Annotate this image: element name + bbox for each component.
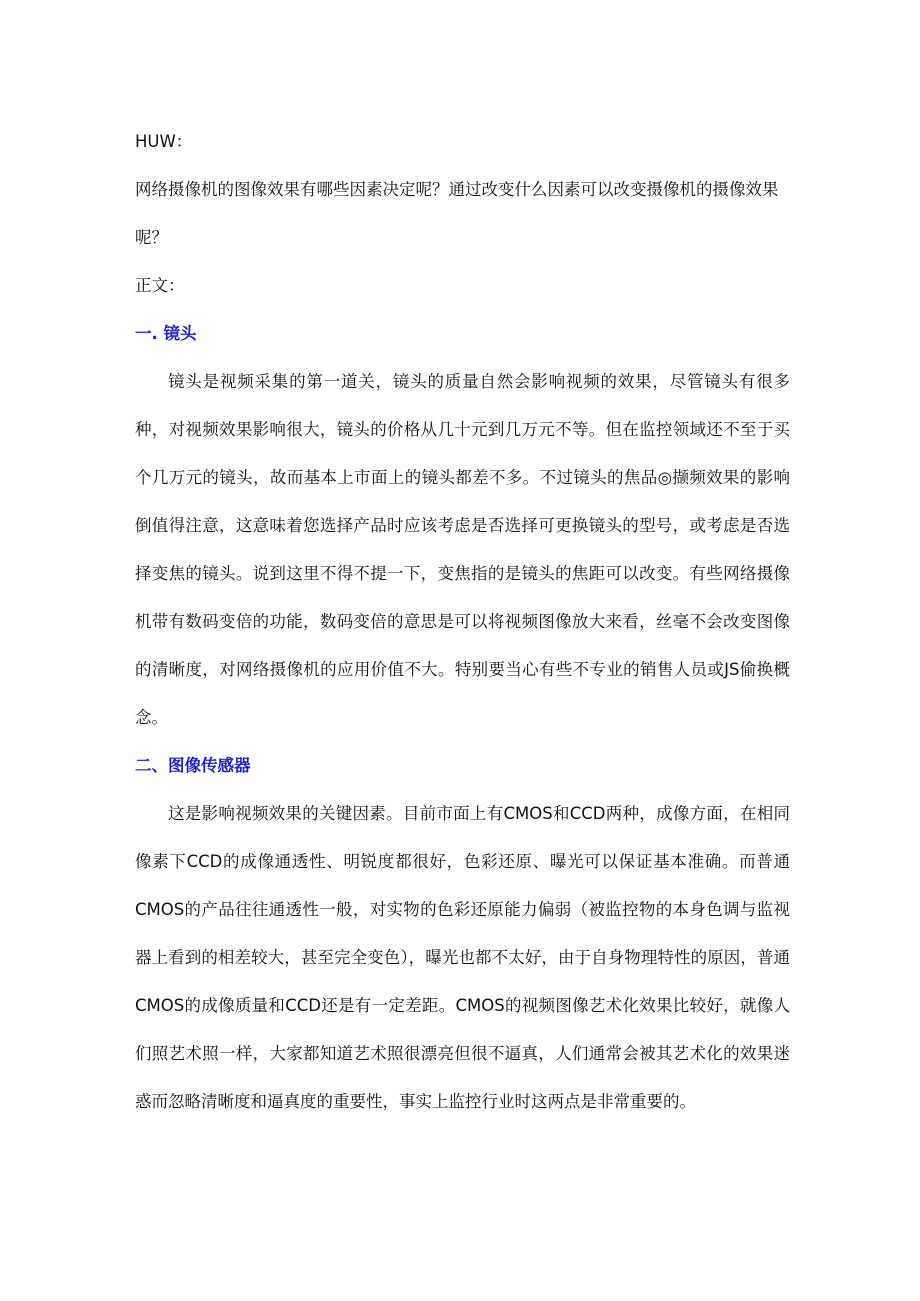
- intro-question: 网络摄像机的图像效果有哪些因素决定呢？通过改变什么因素可以改变摄像机的摄像效果呢？: [135, 180, 779, 247]
- section-paragraph-image-sensor: 这是影响视频效果的关键因素。目前市面上有CMOS和CCD两种，成像方面，在相同像素下CCD的成像通透性、明锐度都很好，色彩还原、曝光可以保证基本准确。而普通CMOS的产品往往通透性一般，对实物的色彩还原能力偏弱（被监控物的本身色调与监视器上看到的相差较大，甚至完全变色），曝光也都不太好，由于自身物理特性的原因，普通CMOS的成像质量和CCD还是有一定差距。CMOS的视频图像艺术化效果比较好，就像人们照艺术照一样，大家都知道艺术照很漂亮但很不逼真，人们通常会被其艺术化的效果迷惑而忽略清晰度和逼真度的重要性，事实上监控行业时这两点是非常重要的。: [135, 804, 790, 1111]
- document-page: [135, 118, 790, 1126]
- section-heading-image-sensor: 二、图像传感器: [135, 756, 251, 775]
- header-label: HUW：: [135, 132, 193, 151]
- section-heading-lens: 一. 镜头: [135, 324, 197, 343]
- section-paragraph-lens: 镜头是视频采集的第一道关，镜头的质量自然会影响视频的效果，尽管镜头有很多种，对视频效果影响很大，镜头的价格从几十元到几万元不等。但在监控领域还不至于买个几万元的镜头，故而基本上市面上的镜头都差不多。不过镜头的焦品◎撷频效果的影响倒值得注意，这意味着您选择产品时应该考虑是否选择可更换镜头的型号，或考虑是否选择变焦的镜头。说到这里不得不提一下，变焦指的是镜头的焦距可以改变。有些网络摄像机带有数码变倍的功能，数码变倍的意思是可以将视频图像放大来看，丝毫不会改变图像的清晰度，对网络摄像机的应用价值不大。特别要当心有些不专业的销售人员或JS偷换概念。: [135, 372, 790, 727]
- body-label: 正文：: [135, 276, 185, 295]
